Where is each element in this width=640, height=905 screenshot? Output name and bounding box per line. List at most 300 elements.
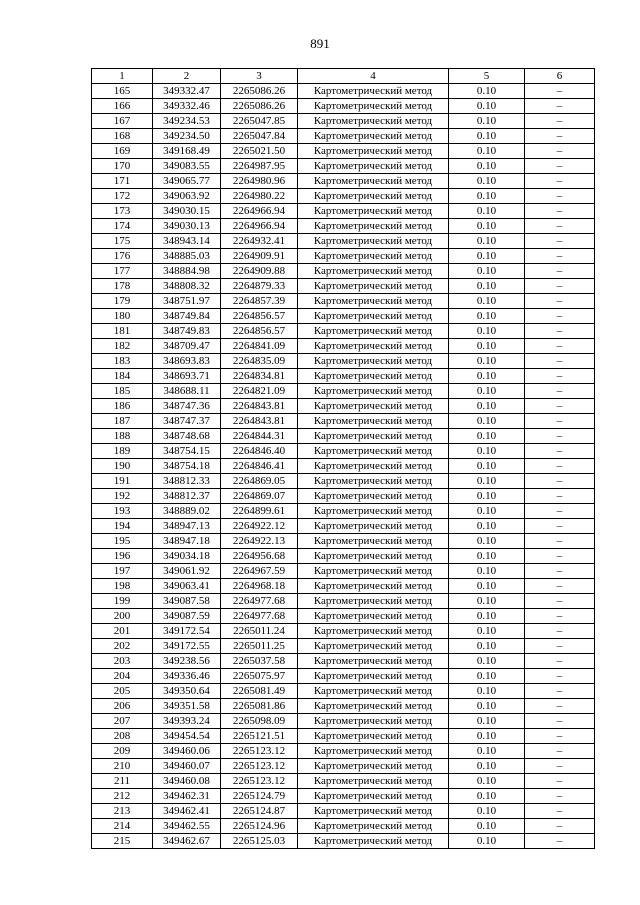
x-coordinate-cell: 349238.56 xyxy=(153,654,221,669)
precision-cell: 0.10 xyxy=(449,279,525,294)
y-coordinate-cell: 2265125.03 xyxy=(221,834,298,849)
precision-cell: 0.10 xyxy=(449,474,525,489)
y-coordinate-cell: 2264841.09 xyxy=(221,339,298,354)
note-cell: – xyxy=(525,384,595,399)
point-number-cell: 177 xyxy=(92,264,153,279)
y-coordinate-cell: 2264909.88 xyxy=(221,264,298,279)
table-row xyxy=(92,549,595,564)
table-row xyxy=(92,234,595,249)
note-cell: – xyxy=(525,624,595,639)
point-number-cell: 197 xyxy=(92,564,153,579)
point-number-cell: 178 xyxy=(92,279,153,294)
point-number-cell: 200 xyxy=(92,609,153,624)
method-cell: Картометрический метод xyxy=(298,234,449,249)
method-cell: Картометрический метод xyxy=(298,264,449,279)
precision-cell: 0.10 xyxy=(449,204,525,219)
method-cell: Картометрический метод xyxy=(298,99,449,114)
x-coordinate-cell: 348947.13 xyxy=(153,519,221,534)
x-coordinate-cell: 349030.15 xyxy=(153,204,221,219)
precision-cell: 0.10 xyxy=(449,309,525,324)
y-coordinate-cell: 2264843.81 xyxy=(221,414,298,429)
x-coordinate-cell: 349336.46 xyxy=(153,669,221,684)
point-number-cell: 203 xyxy=(92,654,153,669)
x-coordinate-cell: 349460.06 xyxy=(153,744,221,759)
precision-cell: 0.10 xyxy=(449,744,525,759)
precision-cell: 0.10 xyxy=(449,714,525,729)
method-cell: Картометрический метод xyxy=(298,774,449,789)
point-number-cell: 186 xyxy=(92,399,153,414)
note-cell: – xyxy=(525,699,595,714)
method-cell: Картометрический метод xyxy=(298,174,449,189)
y-coordinate-cell: 2264835.09 xyxy=(221,354,298,369)
x-coordinate-cell: 349393.24 xyxy=(153,714,221,729)
coordinates-table xyxy=(91,68,595,849)
y-coordinate-cell: 2264966.94 xyxy=(221,204,298,219)
note-cell: – xyxy=(525,279,595,294)
y-coordinate-cell: 2265121.51 xyxy=(221,729,298,744)
precision-cell: 0.10 xyxy=(449,699,525,714)
table-row xyxy=(92,789,595,804)
table-row xyxy=(92,699,595,714)
y-coordinate-cell: 2265047.85 xyxy=(221,114,298,129)
precision-cell: 0.10 xyxy=(449,549,525,564)
table-row xyxy=(92,114,595,129)
precision-cell: 0.10 xyxy=(449,729,525,744)
y-coordinate-cell: 2265037.58 xyxy=(221,654,298,669)
x-coordinate-cell: 349065.77 xyxy=(153,174,221,189)
point-number-cell: 209 xyxy=(92,744,153,759)
note-cell: – xyxy=(525,264,595,279)
method-cell: Картометрический метод xyxy=(298,354,449,369)
point-number-cell: 182 xyxy=(92,339,153,354)
point-number-cell: 214 xyxy=(92,819,153,834)
method-cell: Картометрический метод xyxy=(298,489,449,504)
table-row xyxy=(92,189,595,204)
table-row xyxy=(92,519,595,534)
precision-cell: 0.10 xyxy=(449,579,525,594)
y-coordinate-cell: 2265011.25 xyxy=(221,639,298,654)
table-row xyxy=(92,144,595,159)
y-coordinate-cell: 2264909.91 xyxy=(221,249,298,264)
method-cell: Картометрический метод xyxy=(298,819,449,834)
table-row xyxy=(92,279,595,294)
precision-cell: 0.10 xyxy=(449,774,525,789)
precision-cell: 0.10 xyxy=(449,834,525,849)
table-row xyxy=(92,744,595,759)
point-number-cell: 215 xyxy=(92,834,153,849)
y-coordinate-cell: 2264977.68 xyxy=(221,609,298,624)
page-number: 891 xyxy=(310,36,330,51)
precision-cell: 0.10 xyxy=(449,564,525,579)
note-cell: – xyxy=(525,609,595,624)
point-number-cell: 213 xyxy=(92,804,153,819)
table-row xyxy=(92,624,595,639)
x-coordinate-cell: 348751.97 xyxy=(153,294,221,309)
method-cell: Картометрический метод xyxy=(298,684,449,699)
x-coordinate-cell: 348693.83 xyxy=(153,354,221,369)
point-number-cell: 190 xyxy=(92,459,153,474)
x-coordinate-cell: 348754.18 xyxy=(153,459,221,474)
x-coordinate-cell: 348812.37 xyxy=(153,489,221,504)
note-cell: – xyxy=(525,369,595,384)
point-number-cell: 169 xyxy=(92,144,153,159)
method-cell: Картометрический метод xyxy=(298,309,449,324)
x-coordinate-cell: 349172.54 xyxy=(153,624,221,639)
point-number-cell: 174 xyxy=(92,219,153,234)
x-coordinate-cell: 348812.33 xyxy=(153,474,221,489)
method-cell: Картометрический метод xyxy=(298,504,449,519)
table-row xyxy=(92,594,595,609)
point-number-cell: 205 xyxy=(92,684,153,699)
x-coordinate-cell: 349462.55 xyxy=(153,819,221,834)
table-row xyxy=(92,489,595,504)
precision-cell: 0.10 xyxy=(449,459,525,474)
point-number-cell: 211 xyxy=(92,774,153,789)
y-coordinate-cell: 2264922.13 xyxy=(221,534,298,549)
x-coordinate-cell: 348749.83 xyxy=(153,324,221,339)
x-coordinate-cell: 348693.71 xyxy=(153,369,221,384)
precision-cell: 0.10 xyxy=(449,819,525,834)
point-number-cell: 202 xyxy=(92,639,153,654)
point-number-cell: 212 xyxy=(92,789,153,804)
precision-cell: 0.10 xyxy=(449,384,525,399)
precision-cell: 0.10 xyxy=(449,429,525,444)
table-row xyxy=(92,579,595,594)
method-cell: Картометрический метод xyxy=(298,654,449,669)
precision-cell: 0.10 xyxy=(449,804,525,819)
y-coordinate-cell: 2265081.86 xyxy=(221,699,298,714)
precision-cell: 0.10 xyxy=(449,114,525,129)
method-cell: Картометрический метод xyxy=(298,414,449,429)
method-cell: Картометрический метод xyxy=(298,129,449,144)
method-cell: Картометрический метод xyxy=(298,459,449,474)
note-cell: – xyxy=(525,339,595,354)
y-coordinate-cell: 2265123.12 xyxy=(221,744,298,759)
y-coordinate-cell: 2264956.68 xyxy=(221,549,298,564)
y-coordinate-cell: 2264932.41 xyxy=(221,234,298,249)
y-coordinate-cell: 2264821.09 xyxy=(221,384,298,399)
method-cell: Картометрический метод xyxy=(298,399,449,414)
x-coordinate-cell: 348884.98 xyxy=(153,264,221,279)
note-cell: – xyxy=(525,459,595,474)
precision-cell: 0.10 xyxy=(449,219,525,234)
point-number-cell: 165 xyxy=(92,84,153,99)
precision-cell: 0.10 xyxy=(449,504,525,519)
y-coordinate-cell: 2264922.12 xyxy=(221,519,298,534)
table-row xyxy=(92,834,595,849)
note-cell: – xyxy=(525,429,595,444)
y-coordinate-cell: 2264856.57 xyxy=(221,324,298,339)
method-cell: Картометрический метод xyxy=(298,729,449,744)
y-coordinate-cell: 2264869.05 xyxy=(221,474,298,489)
note-cell: – xyxy=(525,534,595,549)
point-number-cell: 208 xyxy=(92,729,153,744)
table-row xyxy=(92,324,595,339)
note-cell: – xyxy=(525,129,595,144)
note-cell: – xyxy=(525,504,595,519)
note-cell: – xyxy=(525,744,595,759)
point-number-cell: 192 xyxy=(92,489,153,504)
precision-cell: 0.10 xyxy=(449,354,525,369)
method-cell: Картометрический метод xyxy=(298,219,449,234)
method-cell: Картометрический метод xyxy=(298,624,449,639)
method-cell: Картометрический метод xyxy=(298,789,449,804)
table-row xyxy=(92,294,595,309)
table-row xyxy=(92,759,595,774)
method-cell: Картометрический метод xyxy=(298,249,449,264)
table-row xyxy=(92,444,595,459)
precision-cell: 0.10 xyxy=(449,759,525,774)
point-number-cell: 171 xyxy=(92,174,153,189)
table-row xyxy=(92,684,595,699)
x-coordinate-cell: 348889.02 xyxy=(153,504,221,519)
precision-cell: 0.10 xyxy=(449,414,525,429)
table-row xyxy=(92,654,595,669)
table-row xyxy=(92,819,595,834)
precision-cell: 0.10 xyxy=(449,249,525,264)
point-number-cell: 188 xyxy=(92,429,153,444)
table-row xyxy=(92,84,595,99)
precision-cell: 0.10 xyxy=(449,789,525,804)
column-header: 2 xyxy=(153,69,221,84)
y-coordinate-cell: 2265021.50 xyxy=(221,144,298,159)
column-header: 6 xyxy=(525,69,595,84)
precision-cell: 0.10 xyxy=(449,369,525,384)
note-cell: – xyxy=(525,654,595,669)
table-row xyxy=(92,339,595,354)
y-coordinate-cell: 2265124.87 xyxy=(221,804,298,819)
point-number-cell: 194 xyxy=(92,519,153,534)
note-cell: – xyxy=(525,759,595,774)
y-coordinate-cell: 2265075.97 xyxy=(221,669,298,684)
table-row xyxy=(92,414,595,429)
method-cell: Картометрический метод xyxy=(298,639,449,654)
table-row xyxy=(92,174,595,189)
x-coordinate-cell: 348754.15 xyxy=(153,444,221,459)
y-coordinate-cell: 2265047.84 xyxy=(221,129,298,144)
precision-cell: 0.10 xyxy=(449,534,525,549)
method-cell: Картометрический метод xyxy=(298,804,449,819)
y-coordinate-cell: 2264869.07 xyxy=(221,489,298,504)
note-cell: – xyxy=(525,834,595,849)
x-coordinate-cell: 349083.55 xyxy=(153,159,221,174)
note-cell: – xyxy=(525,354,595,369)
note-cell: – xyxy=(525,549,595,564)
y-coordinate-cell: 2264843.81 xyxy=(221,399,298,414)
x-coordinate-cell: 349462.41 xyxy=(153,804,221,819)
point-number-cell: 195 xyxy=(92,534,153,549)
y-coordinate-cell: 2264987.95 xyxy=(221,159,298,174)
method-cell: Картометрический метод xyxy=(298,534,449,549)
table-row xyxy=(92,249,595,264)
note-cell: – xyxy=(525,444,595,459)
note-cell: – xyxy=(525,144,595,159)
x-coordinate-cell: 349462.67 xyxy=(153,834,221,849)
table-row xyxy=(92,204,595,219)
x-coordinate-cell: 349332.46 xyxy=(153,99,221,114)
x-coordinate-cell: 349234.53 xyxy=(153,114,221,129)
table-row xyxy=(92,369,595,384)
x-coordinate-cell: 349061.92 xyxy=(153,564,221,579)
point-number-cell: 173 xyxy=(92,204,153,219)
table-body xyxy=(92,84,595,849)
method-cell: Картометрический метод xyxy=(298,549,449,564)
note-cell: – xyxy=(525,639,595,654)
method-cell: Картометрический метод xyxy=(298,444,449,459)
point-number-cell: 198 xyxy=(92,579,153,594)
x-coordinate-cell: 349168.49 xyxy=(153,144,221,159)
y-coordinate-cell: 2264977.68 xyxy=(221,594,298,609)
x-coordinate-cell: 349063.92 xyxy=(153,189,221,204)
x-coordinate-cell: 348885.03 xyxy=(153,249,221,264)
point-number-cell: 172 xyxy=(92,189,153,204)
table-row xyxy=(92,459,595,474)
precision-cell: 0.10 xyxy=(449,84,525,99)
x-coordinate-cell: 349350.64 xyxy=(153,684,221,699)
y-coordinate-cell: 2265086.26 xyxy=(221,99,298,114)
precision-cell: 0.10 xyxy=(449,624,525,639)
x-coordinate-cell: 348747.37 xyxy=(153,414,221,429)
x-coordinate-cell: 349460.08 xyxy=(153,774,221,789)
point-number-cell: 170 xyxy=(92,159,153,174)
y-coordinate-cell: 2264879.33 xyxy=(221,279,298,294)
method-cell: Картометрический метод xyxy=(298,204,449,219)
x-coordinate-cell: 349034.18 xyxy=(153,549,221,564)
precision-cell: 0.10 xyxy=(449,489,525,504)
point-number-cell: 193 xyxy=(92,504,153,519)
table-row xyxy=(92,219,595,234)
y-coordinate-cell: 2264844.31 xyxy=(221,429,298,444)
point-number-cell: 196 xyxy=(92,549,153,564)
precision-cell: 0.10 xyxy=(449,189,525,204)
precision-cell: 0.10 xyxy=(449,294,525,309)
precision-cell: 0.10 xyxy=(449,399,525,414)
method-cell: Картометрический метод xyxy=(298,189,449,204)
y-coordinate-cell: 2264899.61 xyxy=(221,504,298,519)
precision-cell: 0.10 xyxy=(449,594,525,609)
table-row xyxy=(92,99,595,114)
precision-cell: 0.10 xyxy=(449,669,525,684)
x-coordinate-cell: 349087.58 xyxy=(153,594,221,609)
column-header: 3 xyxy=(221,69,298,84)
method-cell: Картометрический метод xyxy=(298,279,449,294)
x-coordinate-cell: 349030.13 xyxy=(153,219,221,234)
x-coordinate-cell: 349454.54 xyxy=(153,729,221,744)
point-number-cell: 206 xyxy=(92,699,153,714)
note-cell: – xyxy=(525,729,595,744)
y-coordinate-cell: 2265124.79 xyxy=(221,789,298,804)
note-cell: – xyxy=(525,594,595,609)
point-number-cell: 168 xyxy=(92,129,153,144)
y-coordinate-cell: 2265081.49 xyxy=(221,684,298,699)
table-row xyxy=(92,609,595,624)
method-cell: Картометрический метод xyxy=(298,669,449,684)
note-cell: – xyxy=(525,159,595,174)
x-coordinate-cell: 348749.84 xyxy=(153,309,221,324)
point-number-cell: 181 xyxy=(92,324,153,339)
table-row xyxy=(92,714,595,729)
precision-cell: 0.10 xyxy=(449,174,525,189)
y-coordinate-cell: 2264846.40 xyxy=(221,444,298,459)
precision-cell: 0.10 xyxy=(449,234,525,249)
point-number-cell: 179 xyxy=(92,294,153,309)
point-number-cell: 191 xyxy=(92,474,153,489)
column-header: 4 xyxy=(298,69,449,84)
point-number-cell: 184 xyxy=(92,369,153,384)
x-coordinate-cell: 348943.14 xyxy=(153,234,221,249)
method-cell: Картометрический метод xyxy=(298,579,449,594)
table-row xyxy=(92,129,595,144)
y-coordinate-cell: 2265011.24 xyxy=(221,624,298,639)
method-cell: Картометрический метод xyxy=(298,834,449,849)
note-cell: – xyxy=(525,234,595,249)
x-coordinate-cell: 348947.18 xyxy=(153,534,221,549)
y-coordinate-cell: 2264834.81 xyxy=(221,369,298,384)
method-cell: Картометрический метод xyxy=(298,699,449,714)
precision-cell: 0.10 xyxy=(449,129,525,144)
column-header: 1 xyxy=(92,69,153,84)
note-cell: – xyxy=(525,669,595,684)
precision-cell: 0.10 xyxy=(449,99,525,114)
x-coordinate-cell: 349172.55 xyxy=(153,639,221,654)
table-row xyxy=(92,429,595,444)
precision-cell: 0.10 xyxy=(449,684,525,699)
table-row xyxy=(92,354,595,369)
precision-cell: 0.10 xyxy=(449,609,525,624)
y-coordinate-cell: 2264980.96 xyxy=(221,174,298,189)
note-cell: – xyxy=(525,414,595,429)
table-header-row xyxy=(92,69,595,84)
table-row xyxy=(92,504,595,519)
note-cell: – xyxy=(525,84,595,99)
table-row xyxy=(92,474,595,489)
precision-cell: 0.10 xyxy=(449,339,525,354)
x-coordinate-cell: 349351.58 xyxy=(153,699,221,714)
note-cell: – xyxy=(525,399,595,414)
note-cell: – xyxy=(525,324,595,339)
note-cell: – xyxy=(525,174,595,189)
point-number-cell: 207 xyxy=(92,714,153,729)
note-cell: – xyxy=(525,474,595,489)
precision-cell: 0.10 xyxy=(449,654,525,669)
x-coordinate-cell: 349332.47 xyxy=(153,84,221,99)
precision-cell: 0.10 xyxy=(449,639,525,654)
precision-cell: 0.10 xyxy=(449,144,525,159)
precision-cell: 0.10 xyxy=(449,444,525,459)
table-row xyxy=(92,804,595,819)
x-coordinate-cell: 349462.31 xyxy=(153,789,221,804)
y-coordinate-cell: 2265123.12 xyxy=(221,759,298,774)
x-coordinate-cell: 348688.11 xyxy=(153,384,221,399)
y-coordinate-cell: 2264980.22 xyxy=(221,189,298,204)
precision-cell: 0.10 xyxy=(449,264,525,279)
method-cell: Картометрический метод xyxy=(298,714,449,729)
point-number-cell: 187 xyxy=(92,414,153,429)
point-number-cell: 189 xyxy=(92,444,153,459)
precision-cell: 0.10 xyxy=(449,324,525,339)
method-cell: Картометрический метод xyxy=(298,324,449,339)
y-coordinate-cell: 2264846.41 xyxy=(221,459,298,474)
table-row xyxy=(92,309,595,324)
y-coordinate-cell: 2264968.18 xyxy=(221,579,298,594)
table-row xyxy=(92,159,595,174)
point-number-cell: 183 xyxy=(92,354,153,369)
column-header: 5 xyxy=(449,69,525,84)
point-number-cell: 210 xyxy=(92,759,153,774)
note-cell: – xyxy=(525,99,595,114)
note-cell: – xyxy=(525,819,595,834)
x-coordinate-cell: 349063.41 xyxy=(153,579,221,594)
